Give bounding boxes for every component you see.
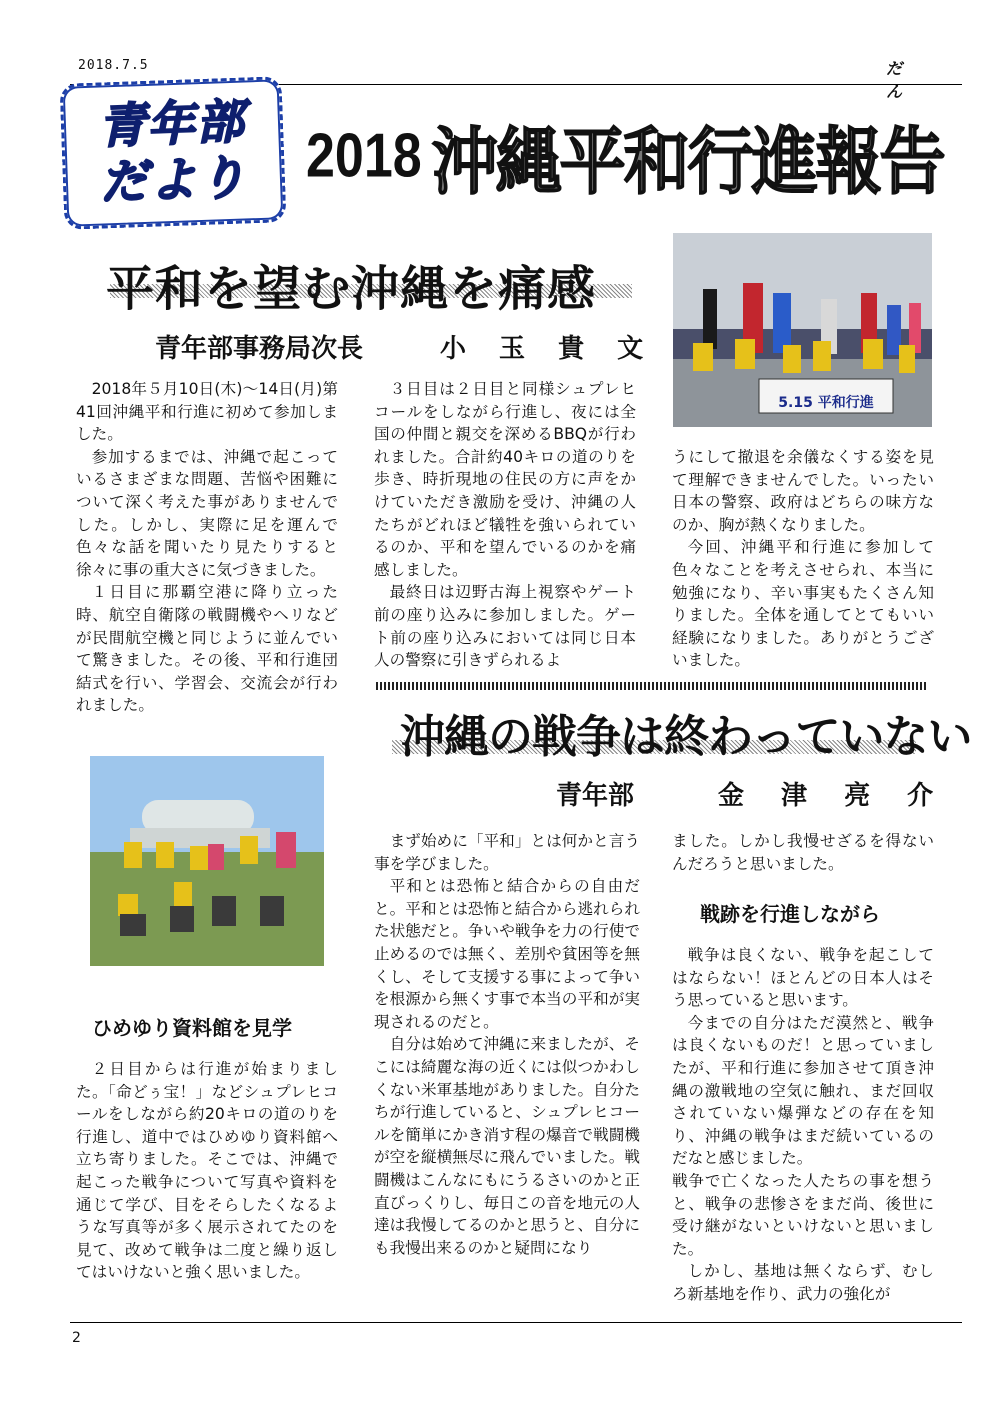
article2-subhead: 戦跡を行進しながら xyxy=(700,902,880,926)
article1-column-3 xyxy=(672,446,934,672)
paragraph: 自分は始めて沖縄に来ましたが、そこには綺麗な海の近くには似つかわしくない米軍基地がありました。自分たちが行進していると、シュプレヒコールを簡単にかき消す程の爆音で戦闘機が空を縦横無尽に飛んでいました。戦闘機はこんなにもにうるさいのかと正直びっくりし、毎日この音を地元の人達は我慢してるのかと思うと、自分にも我慢出来るのかと疑問になり xyxy=(374,1035,640,1257)
article2-headline: 沖縄の戦争は終わっていない xyxy=(400,710,972,763)
section-badge-line1: 青年部 xyxy=(97,94,247,155)
article2-author-role: 青年部 xyxy=(556,781,635,811)
page-title xyxy=(306,108,944,203)
section-badge xyxy=(60,76,287,230)
paragraph: しかし、基地は無くならず、むしろ新基地を作り、武力の強化が xyxy=(672,1262,934,1303)
paragraph: 今回、沖縄平和行進に参加して色々なことを考えさせられ、本当に勉強になり、辛い事実もたくさん知りました。全体を通してとてもいい経験になりました。ありがとうございました。 xyxy=(672,538,934,670)
article1-column-2 xyxy=(374,378,636,672)
page-title-year: 2018 xyxy=(306,120,422,191)
paragraph: ３日目は２日目と同様シュプレヒコールをしながら行進し、夜には全国の仲間と親交を深めるBBQが行われました。合計約40キロの道のりを歩き、時折現地の住民の方に声をかけていただき激励を受け、沖縄の人たちがどれほど犠牲を強いられているのか、平和を望んでいるのかを痛感しました。 xyxy=(374,380,636,579)
article2-author-name: 金 津 亮 介 xyxy=(718,781,948,811)
paragraph: 戦争で亡くなった人たちの事を想うと、戦争の悲惨さをまだ尚、後世に受け継がないといけないと思いました。 xyxy=(672,1171,934,1258)
paragraph: ました。しかし我慢せざるを得ないんだろうと思いました。 xyxy=(672,832,934,873)
article2-column-2 xyxy=(374,830,640,1259)
paragraph: まず始めに「平和」とは何かと言う事を学びました。 xyxy=(374,832,640,873)
section-badge-line2: だより xyxy=(99,150,249,211)
photo-banner-text: 5.15 平和行進 xyxy=(778,395,874,411)
article1-author-role: 青年部事務局次長 xyxy=(155,334,364,364)
paragraph: 平和とは恐怖と結合からの自由だと。平和とは恐怖と結合から逃れられた状態だと。争いや戦争を力の行使で止めるのでは無く、差別や貧困等を無くし、そして支援する事によって争いを根源から無くす事で本当の平和が実現されるのだと。 xyxy=(374,877,640,1031)
article-divider xyxy=(376,682,926,690)
article1-subhead: ひめゆり資料館を見学 xyxy=(92,1016,292,1040)
paragraph: １日目に那覇空港に降り立った時、航空自衛隊の戦闘機やヘリなどが民間航空機と同じように並んでいて驚きました。その後、平和行進団結式を行い、学習会、交流会が行われました。 xyxy=(76,583,338,715)
paragraph: 参加するまでは、沖縄で起こっているさまざまな問題、苦悩や困難について深く考えた事がありませんでした。しかし、実際に足を運んで色々な話を聞いたり見たりすると徐々に事の重大さに気づきました。 xyxy=(76,447,338,579)
article1-column-1b xyxy=(76,1058,338,1284)
paragraph: 今までの自分はただ漠然と、戦争は良くないものだ！と思っていましたが、平和行進に参加させて頂き沖縄の激戦地の空気に触れ、まだ回収されていない爆弾などの存在を知り、沖縄の戦争はまだ続いているのだなと感じました。 xyxy=(672,1013,934,1168)
page-title-text: 沖縄平和行進報告 xyxy=(431,119,944,205)
paragraph: 2018年５月10日(木)～14日(月)第41回沖縄平和行進に初めて参加しました。 xyxy=(76,380,338,444)
article1-author-name: 小 玉 貴 文 xyxy=(440,334,656,364)
paragraph: 戦争は良くない、戦争を起こしてはならない！ほとんどの日本人はそう思っていると思います。 xyxy=(672,946,934,1010)
publication-name: だ ん xyxy=(886,59,933,101)
paragraph: 最終日は辺野古海上視察やゲート前の座り込みに参加しました。ゲート前の座り込みにおいては同じ日本人の警察に引きずられるよ xyxy=(374,583,636,670)
article2-column-3b xyxy=(672,944,934,1306)
paragraph: ２日目からは行進が始まりました。「命どぅ宝！」などシュプレヒコールをしながら約20キロの道のりを行進し、道中ではひめゆり資料館へ立ち寄りました。そこでは、沖縄で起こった戦争について写真や資料を通じて学び、目をそらしたくなるような写真等が多く展示されてたのを見て、改めて戦争は二度と繰り返してはいけないと強く思いました。 xyxy=(76,1060,338,1282)
article1-headline: 平和を望む沖縄を痛感 xyxy=(106,261,597,317)
peace-march-photo xyxy=(673,233,932,427)
group-photo xyxy=(90,756,324,966)
paragraph: うにして撤退を余儀なくする姿を見て理解できませんでした。いったい日本の警察、政府はどちらの味方なのか、胸が熱くなりました。 xyxy=(672,448,934,534)
article1-column-1 xyxy=(76,378,338,717)
article2-column-3 xyxy=(672,830,934,875)
issue-date: 2018.7.5 xyxy=(78,58,149,73)
page-number: 2 xyxy=(72,1330,81,1346)
footer-rule xyxy=(70,1322,962,1323)
